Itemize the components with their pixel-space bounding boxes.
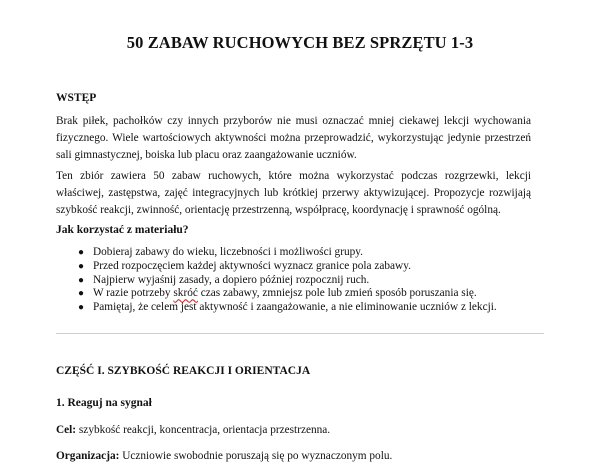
list-item-text: Najpierw wyjaśnij zasady, a dopiero później rozpocznij ruch. <box>93 273 370 286</box>
list-item-text: Przed rozpoczęciem każdej aktywności wyznacz granice pola zabawy. <box>93 259 411 272</box>
list-item-text-start: W razie potrzeby <box>93 287 174 300</box>
goal-text: szybkość reakcji, koncentracja, orientacja przestrzenna. <box>76 424 331 436</box>
document-title: 50 ZABAW RUCHOWYCH BEZ SPRZĘTU 1-3 <box>126 33 474 52</box>
intro-heading: WSTĘP <box>56 92 97 104</box>
bullet-icon: ● <box>78 288 85 300</box>
list-item-text: Pamiętaj, że celem jest aktywność i zaangażowanie, a nie eliminowanie uczniów z lekcji. <box>93 301 497 314</box>
part1-heading: CZĘŚĆ I. SZYBKOŚĆ REAKCJI I ORIENTACJA <box>56 365 311 377</box>
bullet-icon: ● <box>78 247 85 258</box>
list-item <box>56 246 546 260</box>
game1-goal <box>56 424 330 436</box>
organization-label: Organizacja: <box>56 450 120 462</box>
list-item-text: Dobieraj zabawy do wieku, liczebności i możliwości grupy. <box>93 246 363 258</box>
game1-title: 1. Reaguj na sygnał <box>56 397 152 409</box>
intro-paragraph-1: Brak piłek, pachołków czy innych przyborów nie musi oznaczać mniej ciekawej lekcji wychowania fizycznego. Wiele wartościowych aktywności można przeprowadzić, wykorzystując jedynie przestrzeń sali gimnastycznej, boiska lub placu oraz zaangażowanie uczniów. <box>56 115 531 161</box>
list-item-text-end: czas zabawy, zmniejsz pole lub zmień sposób poruszania się. <box>197 287 477 300</box>
bullet-icon: ● <box>78 260 85 272</box>
list-item <box>56 260 546 274</box>
bullet-icon: ● <box>78 302 85 314</box>
bullet-icon: ● <box>78 274 85 286</box>
list-item <box>56 274 546 288</box>
game1-organization <box>56 450 392 462</box>
section-divider <box>56 333 544 334</box>
organization-text: Uczniowie swobodnie poruszają się po wyznaczonym polu. <box>119 450 393 462</box>
list-item <box>56 287 546 301</box>
goal-label: Cel: <box>56 424 77 436</box>
how-to-use-list <box>56 246 546 315</box>
intro-paragraph-2: Ten zbiór zawiera 50 zabaw ruchowych, które można wykorzystać podczas rozgrzewki, lekcji właściwej, zastępstwa, zajęć integracyjnych lub krótkiej przerwy aktywizującej. Propozycje rozwijają szybkość reakcji, zwinność, orientację przestrzenną, współpracę, koordynację i sprawność ogólną. <box>56 170 531 216</box>
spellcheck-flagged-word[interactable]: skróć <box>173 287 198 300</box>
list-item <box>56 301 546 315</box>
how-to-use-heading: Jak korzystać z materiału? <box>56 224 189 236</box>
